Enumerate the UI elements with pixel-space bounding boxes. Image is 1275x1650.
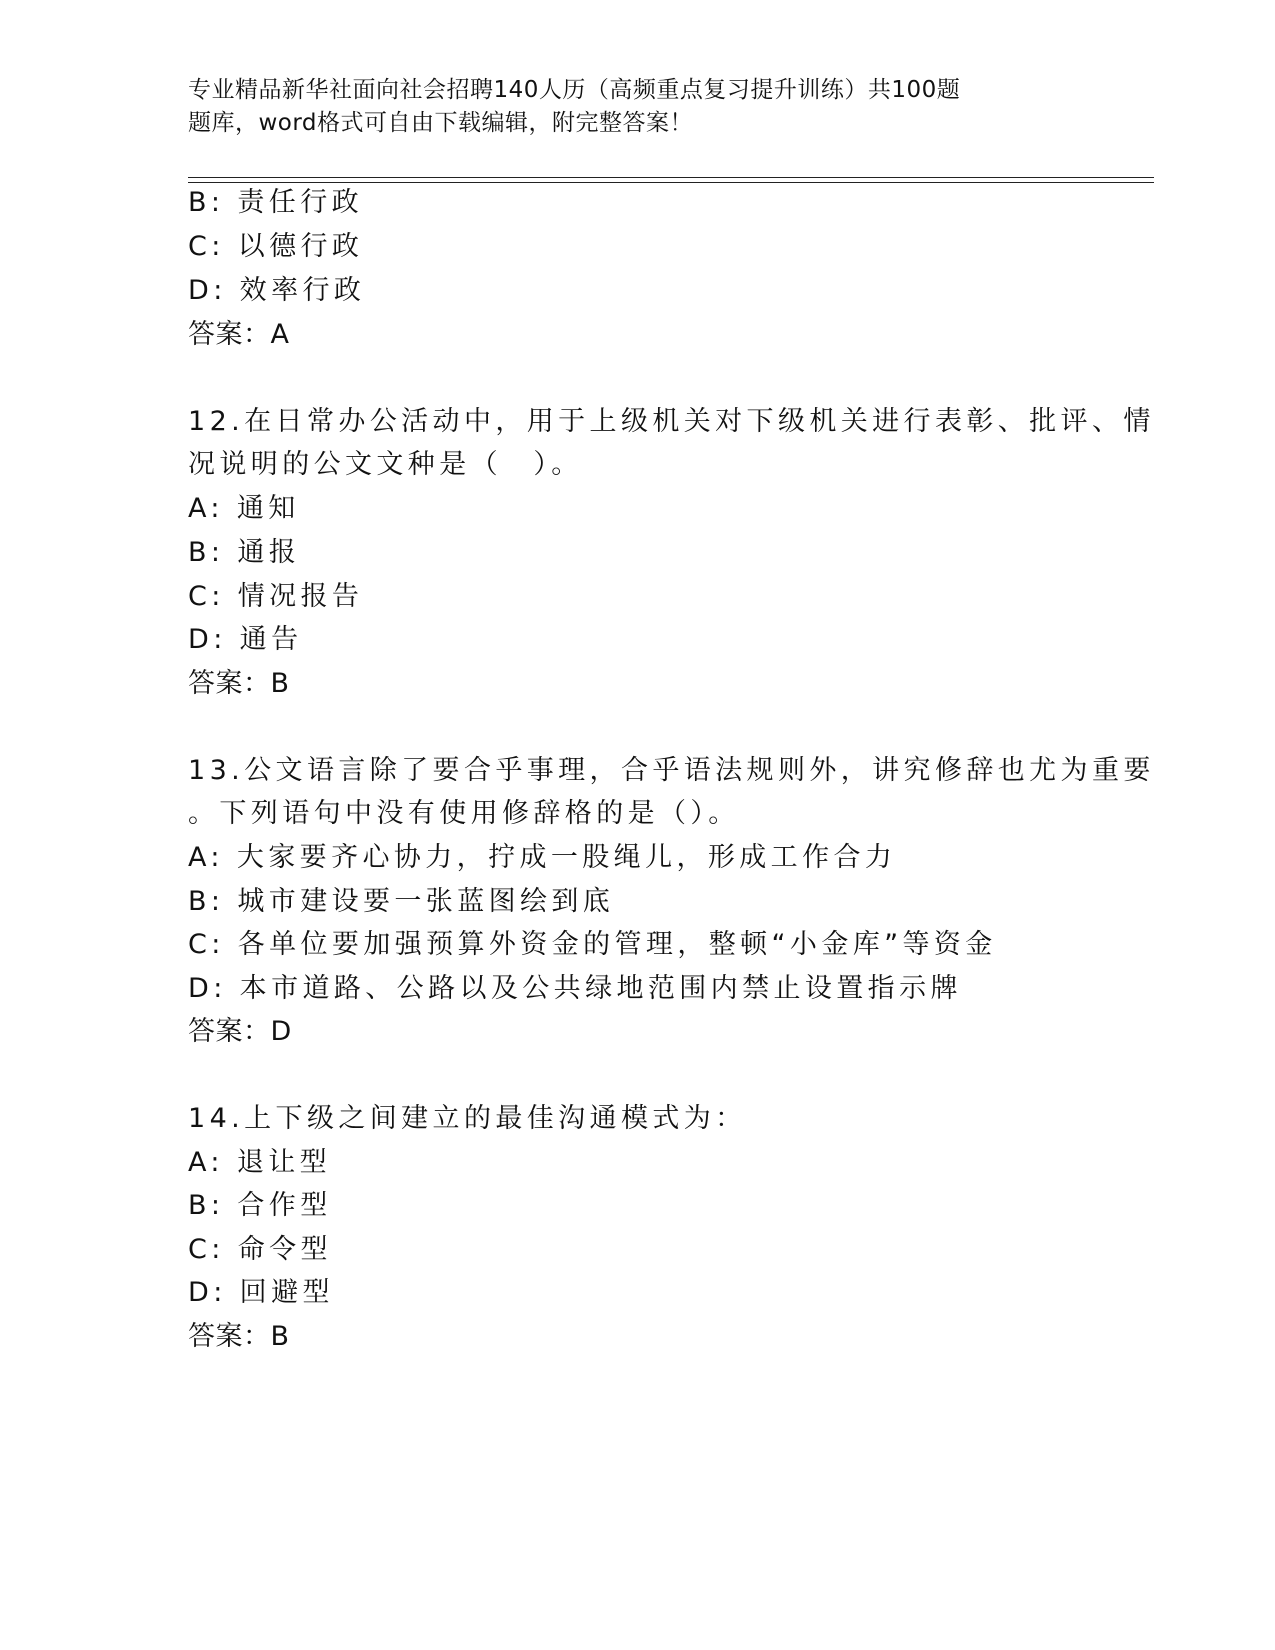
q12-answer: 答案：B bbox=[188, 668, 290, 699]
q12-option-c: C: 情况报告 bbox=[188, 581, 364, 612]
q13-option-b: B: 城市建设要一张蓝图绘到底 bbox=[188, 886, 615, 917]
q13-answer: 答案：D bbox=[188, 1016, 292, 1047]
q11-option-b: B: 责任行政 bbox=[188, 187, 364, 218]
q14-option-a: A: 退让型 bbox=[188, 1147, 332, 1178]
q11-answer: 答案：A bbox=[188, 319, 290, 350]
q13-option-c: C: 各单位要加强预算外资金的管理，整顿“小金库”等资金 bbox=[188, 929, 997, 960]
header-line-2: 题库，word格式可自由下载编辑，附完整答案！ bbox=[188, 110, 694, 136]
q14-stem-line-1: 14.上下级之间建立的最佳沟通模式为： bbox=[188, 1103, 747, 1134]
q12-option-b: B: 通报 bbox=[188, 537, 301, 568]
q12-option-d: D: 通告 bbox=[188, 624, 303, 655]
q11-option-c: C: 以德行政 bbox=[188, 231, 364, 262]
q13-stem-line-2: 。下列语句中没有使用修辞格的是（）。 bbox=[188, 798, 740, 829]
q13-option-a: A: 大家要齐心协力，拧成一股绳儿，形成工作合力 bbox=[188, 842, 897, 873]
q13-stem-line-1: 13.公文语言除了要合乎事理，合乎语法规则外，讲究修辞也尤为重要 bbox=[188, 755, 1155, 786]
q14-option-d: D: 回避型 bbox=[188, 1277, 334, 1308]
header-line-1: 专业精品新华社面向社会招聘140人历（高频重点复习提升训练）共100题 bbox=[188, 77, 961, 103]
q12-stem-line-1: 12.在日常办公活动中，用于上级机关对下级机关进行表彰、批评、情 bbox=[188, 406, 1155, 437]
q14-option-b: B: 合作型 bbox=[188, 1190, 332, 1221]
header-divider-bottom bbox=[188, 182, 1154, 183]
header-divider-top bbox=[188, 177, 1154, 178]
document-header bbox=[188, 74, 1058, 140]
q14-option-c: C: 命令型 bbox=[188, 1234, 332, 1265]
q12-stem-line-2: 况说明的公文文种是（ ）。 bbox=[188, 449, 583, 480]
q14-answer: 答案：B bbox=[188, 1321, 290, 1352]
q12-option-a: A: 通知 bbox=[188, 493, 300, 524]
q13-option-d: D: 本市道路、公路以及公共绿地范围内禁止设置指示牌 bbox=[188, 973, 962, 1004]
q11-option-d: D: 效率行政 bbox=[188, 275, 366, 306]
